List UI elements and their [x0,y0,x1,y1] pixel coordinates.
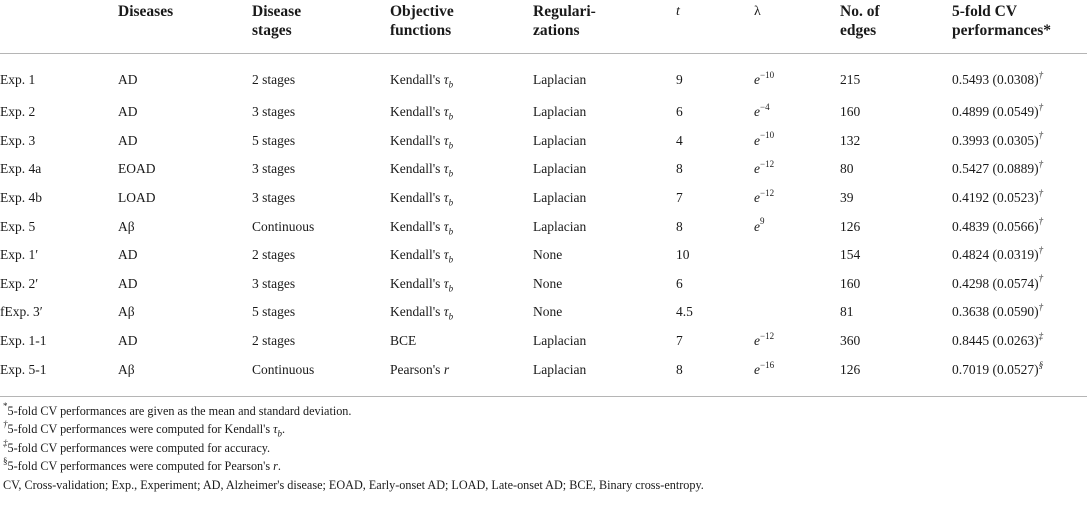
cell-regularization: Laplacian [533,161,587,177]
cell-stages: 3 stages [252,190,296,206]
table-row [0,270,1091,299]
cell-disease: AD [118,247,138,263]
cell-t: 7 [676,333,683,349]
cell-t: 6 [676,104,683,120]
cell-regularization: Laplacian [533,104,587,120]
cell-lambda: $e^{-10}$ [754,69,775,87]
cell-exp: Exp. 1-1 [0,333,47,349]
cell-regularization: Laplacian [533,333,587,349]
cell-disease: AD [118,72,138,87]
cell-performance: 0.4899 (0.0549)† [952,101,1044,120]
cell-objective: Kendall's $\tau_b$ [390,190,454,208]
cell-objective: Kendall's $\tau_b$ [390,275,454,294]
cell-stages: Continuous [252,218,315,234]
cell-t: 8 [676,161,683,177]
cell-objective: Kendall's $\tau_b$ [390,304,454,323]
footnote-1: *5-fold CV performances are given as the mean and standard deviation. [3,400,352,418]
cell-objective: Kendall's $\tau_b$ [390,72,454,90]
cell-exp: Exp. 2′ [0,275,39,291]
header-regularizations: Regulari- zations [533,3,596,39]
cell-performance: 0.5427 (0.0889)† [952,158,1044,177]
cell-edges: 39 [840,190,854,206]
header-edges: No. of edges [840,3,880,39]
cell-regularization: Laplacian [533,218,587,234]
cell-edges: 360 [840,333,861,349]
cell-lambda: $e^{-4}$ [754,101,770,120]
cell-performance: 0.4298 (0.0574)† [952,273,1044,291]
table-row [0,155,1091,184]
cell-disease: Aβ [118,218,135,234]
cell-objective: Kendall's $\tau_b$ [390,247,454,265]
abbreviations-note: CV, Cross-validation; Exp., Experiment; AD, Alzheimer's disease; EOAD, Early-onset AD; LOAD, Late-onset AD; BCE, Binary cross-entropy. [3,477,704,492]
cell-regularization: None [533,275,563,291]
cell-objective: Kendall's $\tau_b$ [390,161,454,180]
cell-regularization: None [533,304,563,320]
cell-t: 10 [676,247,690,263]
cell-edges: 160 [840,275,861,291]
cell-regularization: Laplacian [533,362,587,378]
cell-exp: Exp. 5 [0,218,36,234]
cell-t: 7 [676,190,683,206]
table-row [0,327,1091,356]
cell-stages: Continuous [252,362,315,378]
table-row [0,212,1091,241]
cell-lambda: $e^{-16}$ [754,359,775,378]
cell-performance: 0.7019 (0.0527)§ [952,359,1044,378]
cell-t: 8 [676,362,683,378]
header-t: t [676,4,680,19]
header-stages: Disease stages [252,3,302,39]
cell-edges: 81 [840,304,854,320]
cell-stages: 5 stages [252,132,296,148]
cell-disease: Aβ [118,362,135,378]
cell-performance: 0.4192 (0.0523)† [952,187,1044,206]
cell-stages: 3 stages [252,161,296,177]
cell-performance: 0.3638 (0.0590)† [952,301,1044,320]
cell-performance: 0.8445 (0.0263)‡ [952,330,1044,349]
cell-stages: 3 stages [252,275,296,291]
table-row [0,52,1091,98]
cell-disease: EOAD [118,161,156,177]
table-row [0,184,1091,213]
cell-edges: 160 [840,104,861,120]
cell-t: 9 [676,72,683,87]
cell-exp: Exp. 3 [0,132,36,148]
cell-exp: Exp. 4a [0,161,42,177]
cell-stages: 2 stages [252,72,296,87]
cell-edges: 126 [840,218,861,234]
cell-edges: 154 [840,247,861,263]
cell-disease: AD [118,333,138,349]
cell-t: 8 [676,218,683,234]
cell-exp: Exp. 1′ [0,247,39,263]
cell-regularization: Laplacian [533,72,587,87]
cell-performance: 0.4824 (0.0319)† [952,244,1044,263]
cell-objective: Pearson's r [390,362,450,378]
footnote-2: †5-fold CV performances were computed for Kendall's $\tau_b$. [3,419,286,439]
cell-regularization: Laplacian [533,132,587,148]
cell-disease: LOAD [118,190,156,206]
cell-t: 4 [676,132,683,148]
cell-lambda: $e^{-12}$ [754,187,775,206]
cell-lambda: $e^{-10}$ [754,130,775,148]
table-row [0,298,1091,327]
cell-lambda: $e^{-12}$ [754,158,775,177]
header-diseases: Diseases [118,3,174,20]
cell-exp: Exp. 2 [0,104,36,120]
cell-lambda [754,270,840,299]
cell-lambda: $e^{-12}$ [754,330,775,349]
cell-objective: Kendall's $\tau_b$ [390,104,454,122]
header-performance: 5-fold CV performances* [952,3,1051,39]
table-row [0,127,1091,156]
header-row [0,0,1091,52]
cell-exp: Exp. 1 [0,72,36,87]
cell-objective: Kendall's $\tau_b$ [390,132,454,151]
table-row [0,241,1091,270]
table-footnotes [3,402,704,494]
footnote-3: ‡5-fold CV performances were computed for accuracy. [3,437,271,455]
header-exp [0,0,118,52]
footnote-4: §5-fold CV performances were computed for Pearson's r. [3,456,281,474]
cell-stages: 3 stages [252,104,296,120]
cell-stages: 5 stages [252,304,296,320]
cell-lambda [754,241,840,270]
table-row [0,355,1091,393]
cell-t: 4.5 [676,304,693,320]
cell-edges: 132 [840,132,861,148]
cell-disease: Aβ [118,304,135,320]
cell-t: 6 [676,275,683,291]
cell-regularization: None [533,247,563,263]
cell-regularization: Laplacian [533,190,587,206]
cell-performance: 0.3993 (0.0305)† [952,130,1044,148]
cell-disease: AD [118,104,138,120]
cell-stages: 2 stages [252,247,296,263]
cell-edges: 126 [840,362,861,378]
cell-performance: 0.5493 (0.0308)† [952,69,1044,87]
cell-lambda: $e^9$ [754,216,765,234]
cell-lambda [754,298,840,327]
cell-exp: Exp. 5-1 [0,362,47,378]
cell-objective: Kendall's $\tau_b$ [390,218,454,237]
cell-exp: fExp. 3′ [0,304,43,320]
cell-stages: 2 stages [252,333,296,349]
cell-disease: AD [118,275,138,291]
table-row [0,98,1091,127]
cell-performance: 0.4839 (0.0566)† [952,216,1044,234]
header-lambda: λ [754,4,761,19]
cell-disease: AD [118,132,138,148]
cell-edges: 215 [840,72,861,87]
cell-objective: BCE [390,333,417,349]
cell-edges: 80 [840,161,854,177]
header-rule [0,53,1087,54]
header-objective: Objective functions [390,3,454,39]
cell-exp: Exp. 4b [0,190,42,206]
bottom-rule [0,396,1087,397]
